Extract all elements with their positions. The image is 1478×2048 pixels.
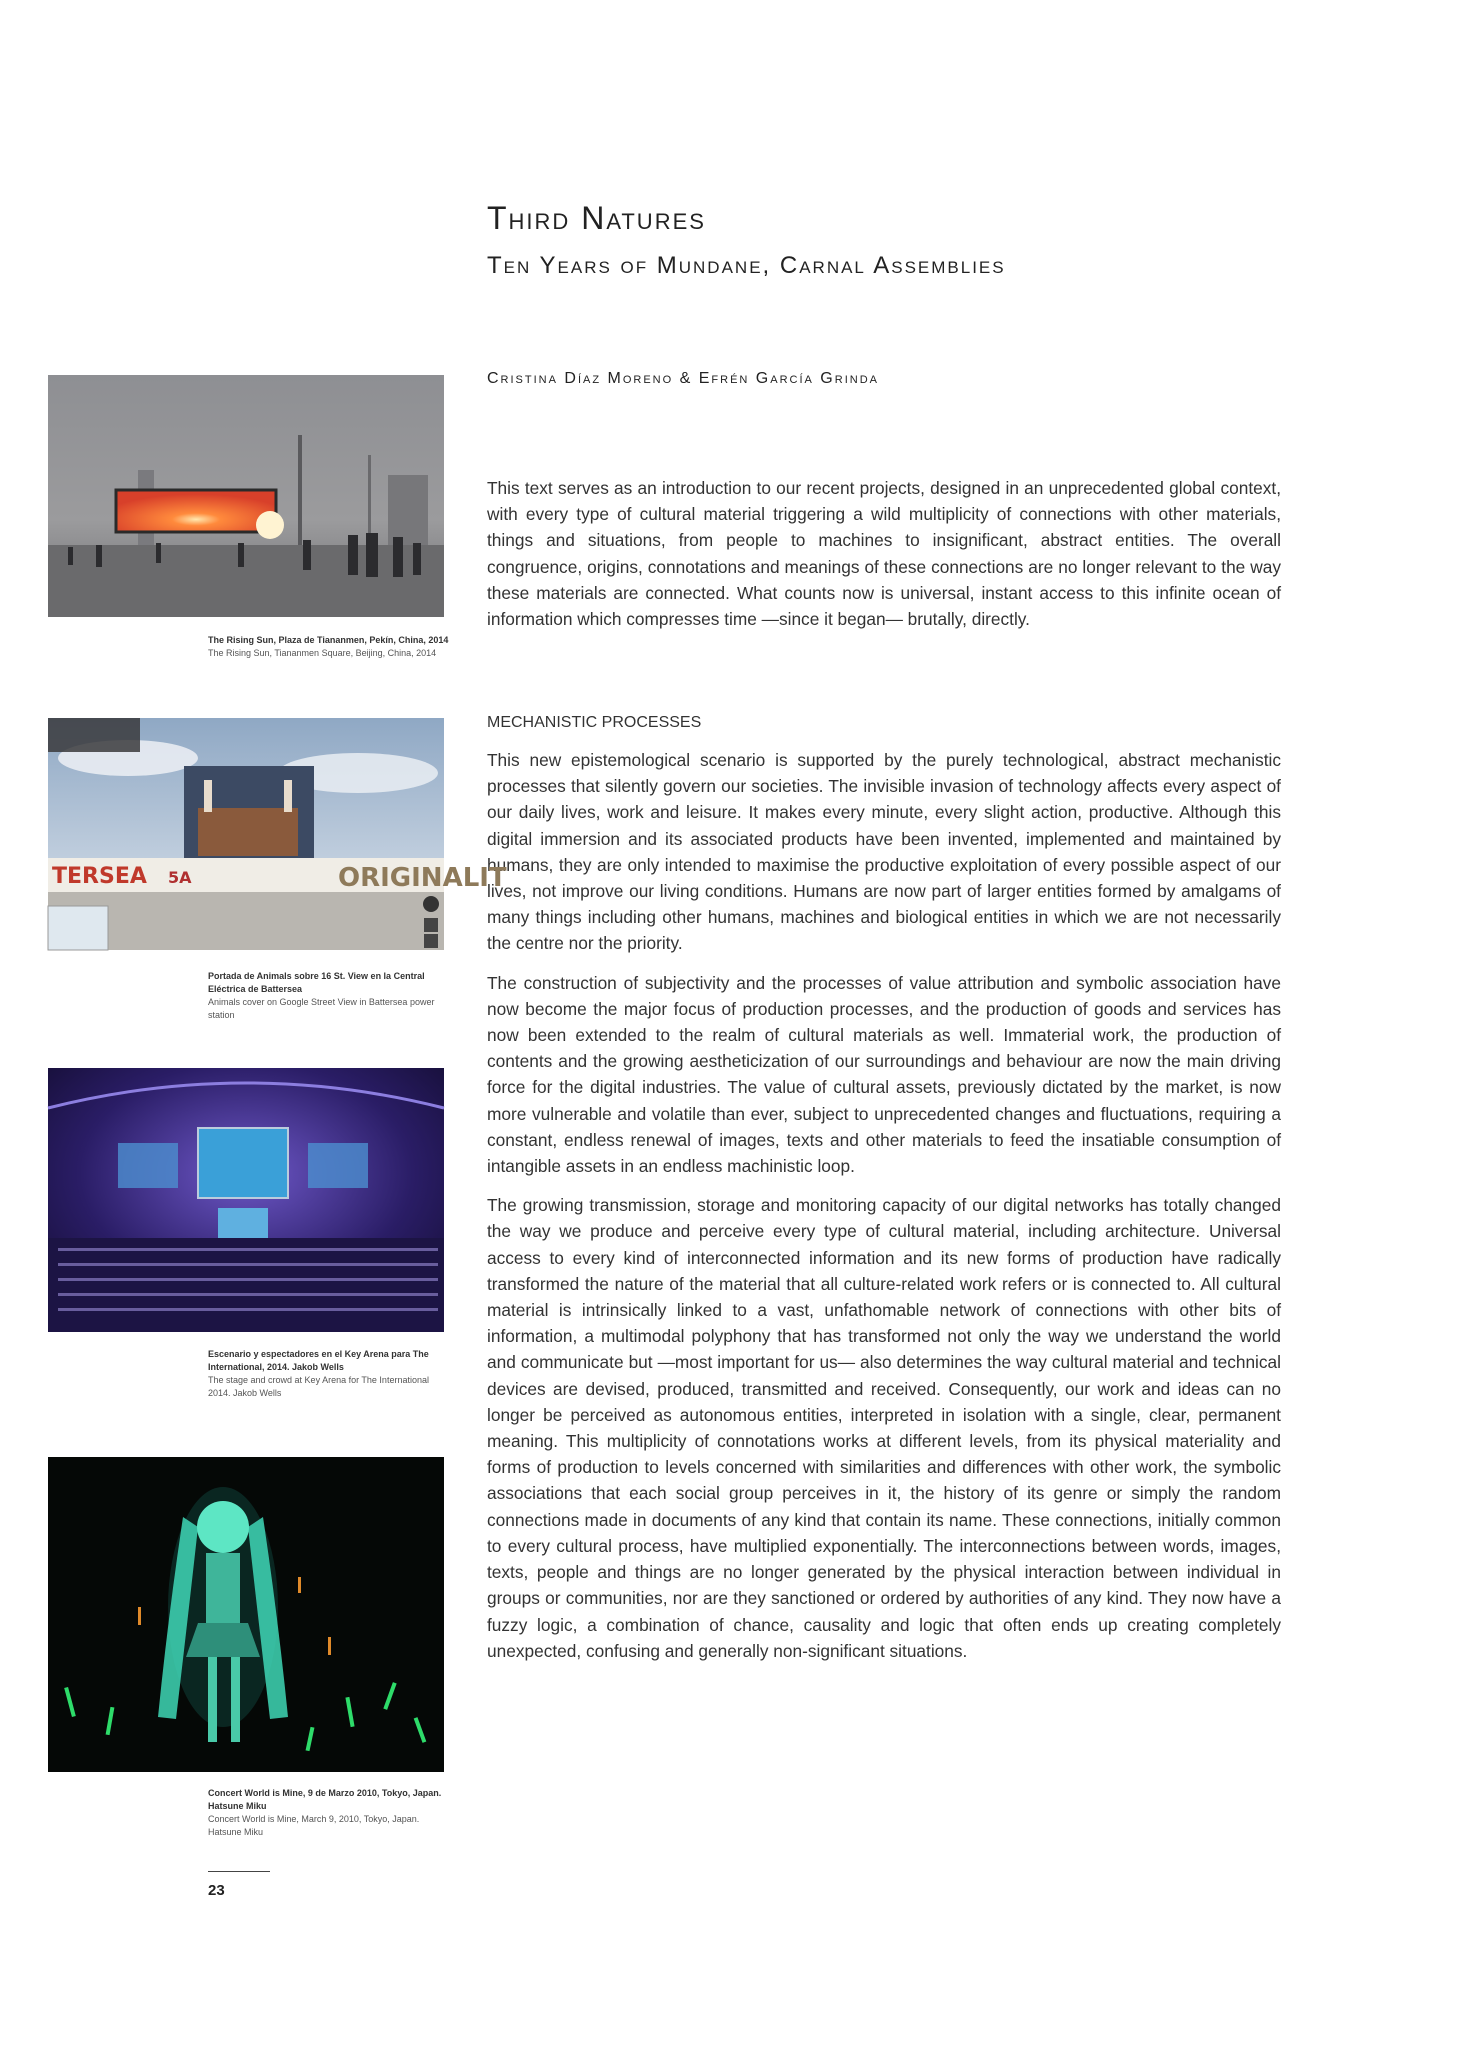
caption-en: Animals cover on Google Street View in Battersea power station bbox=[208, 997, 435, 1020]
caption-rising-sun bbox=[208, 634, 453, 660]
caption-battersea bbox=[208, 970, 453, 1022]
battersea-streetview-photo bbox=[48, 718, 507, 950]
caption-es: Escenario y espectadores en el Key Arena para The International, 2014. Jakob Wells bbox=[208, 1349, 429, 1372]
intro-block bbox=[487, 475, 1281, 632]
key-arena-photo bbox=[48, 1068, 444, 1332]
section-paragraph-1: This new epistemological scenario is supported by the purely technological, abstract mechanistic processes that silently govern our societies. The invisible invasion of technology affects every aspect of our daily lives, work and leisure. It makes every minute, every slight action, productive. Although this digital immersion and its associated products have been invented, implemented and maintained by humans, they are only intended to maximise the productive exploitation of every possible aspect of our lives, not improve our living conditions. Humans are now part of larger entities formed by amalgams of many things including other humans, machines and biological entities in which we are not necessarily the centre nor the priority. bbox=[487, 750, 1281, 954]
banner-text-right: ORIGINALIT bbox=[338, 863, 507, 893]
article-subtitle: Ten Years of Mundane, Carnal Assemblies bbox=[487, 252, 1006, 279]
mechanistic-processes-section bbox=[487, 711, 1281, 1664]
figure-battersea bbox=[48, 718, 507, 950]
caption-en: The Rising Sun, Tiananmen Square, Beijing, China, 2014 bbox=[208, 648, 437, 658]
figure-hatsune-miku bbox=[48, 1457, 444, 1772]
section-heading: MECHANISTIC PROCESSES bbox=[487, 714, 702, 731]
banner-text-left: TERSEA bbox=[52, 864, 147, 889]
rising-sun-photo bbox=[48, 375, 444, 617]
caption-es: Concert World is Mine, 9 de Marzo 2010, Tokyo, Japan. Hatsune Miku bbox=[208, 1788, 442, 1811]
page-number-rule bbox=[208, 1871, 270, 1872]
article-authors: Cristina Díaz Moreno & Efrén García Grinda bbox=[487, 370, 879, 387]
page-number: 23 bbox=[208, 1882, 225, 1899]
section-paragraph-2: The construction of subjectivity and the processes of value attribution and symbolic association have now become the major focus of production processes, and the production of goods and services has now been extended to the realm of cultural materials as well. Immaterial work, the production of contents and the growing aestheticization of our surroundings and behaviour are now the main driving force for the digital industries. The value of cultural assets, previously dictated by the market, is now more vulnerable and volatile than ever, subject to unprecedented changes and fluctuations, requiring a constant, endless renewal of images, texts and other materials to feed the insatiable consumption of intangible assets in an endless machinistic loop. bbox=[487, 972, 1281, 1177]
caption-en: The stage and crowd at Key Arena for The International 2014. Jakob Wells bbox=[208, 1375, 429, 1398]
caption-en: Concert World is Mine, March 9, 2010, Tokyo, Japan. Hatsune Miku bbox=[208, 1814, 420, 1837]
figure-rising-sun bbox=[48, 375, 444, 617]
caption-es: The Rising Sun, Plaza de Tiananmen, Pekín, China, 2014 bbox=[208, 635, 449, 645]
hatsune-miku-photo bbox=[48, 1457, 444, 1772]
intro-paragraph: This text serves as an introduction to our recent projects, designed in an unprecedented global context, with every type of cultural material triggering a wild multiplicity of connections with other materials, things and situations, from people to machines to insignificant, abstract entities. The overall congruence, origins, connotations and meanings of these connections are no longer relevant to the way these materials are connected. What counts now is universal, instant access to this infinite ocean of information which compresses time —since it began— brutally, directly. bbox=[487, 478, 1281, 630]
caption-hatsune-miku bbox=[208, 1787, 453, 1839]
article-title: Third Natures bbox=[487, 200, 706, 236]
figure-key-arena bbox=[48, 1068, 444, 1332]
banner-text-mid: 5A bbox=[168, 868, 192, 887]
caption-key-arena bbox=[208, 1348, 453, 1400]
section-paragraph-3: The growing transmission, storage and monitoring capacity of our digital networks has totally changed the way we produce and perceive every type of cultural material, including architecture. Universal access to every kind of interconnected information and its new forms of production have radically transformed the nature of the material that all culture-related work refers or is connected to. All cultural material is intrinsically linked to a vast, unfathomable network of connections with other bits of information, a multimodal polyphony that has transformed not only the way we understand the world and communicate but —most important for us— also determines the way cultural material and technical devices are devised, produced, transmitted and received. Consequently, our work and ideas can no longer be perceived as autonomous entities, interpreted in isolation with a single, clear, permanent meaning. This multiplicity of connotations works at different levels, from its physical materiality and forms of production to levels concerned with similarities and differences with other work, the symbolic associations that each social group perceives in it, the history of its genre or simply the random connections made in documents of any kind that contain its name. These connections, initially common to every cultural process, have multiplied exponentially. The interconnections between words, images, texts, people and things are no longer generated by the physical interaction between individual in groups or communities, nor are they sanctioned or ordered by authorities of any kind. They now have a fuzzy logic, a combination of chance, causality and logic that often ends up creating completely unexpected, confusing and generally non-significant situations. bbox=[487, 1195, 1281, 1661]
caption-es: Portada de Animals sobre 16 St. View en la Central Eléctrica de Battersea bbox=[208, 971, 425, 994]
